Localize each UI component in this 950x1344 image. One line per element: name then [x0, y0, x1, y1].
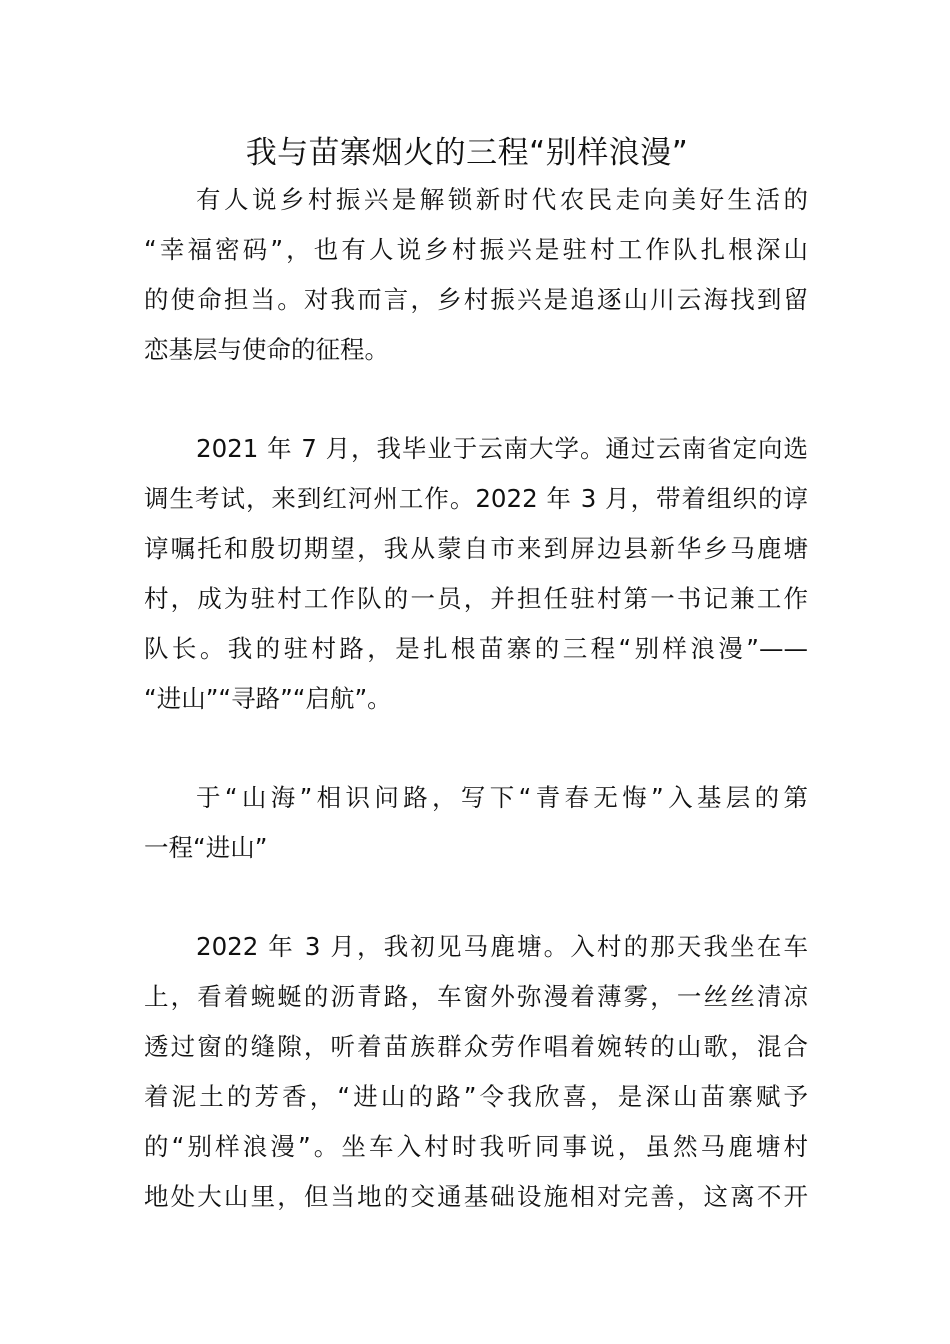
- paragraph-line: 着泥土的芳香，“进山的路”令我欣喜，是深山苗寨赋予: [144, 1082, 808, 1111]
- section-heading-line: 一程“进山”: [144, 833, 268, 862]
- paragraph-line: “幸福密码”，也有人说乡村振兴是驻村工作队扎根深山: [144, 235, 808, 264]
- paragraph-line: 2022 年 3 月，我初见马鹿塘。入村的那天我坐在车: [196, 932, 808, 961]
- paragraph-line: 的使命担当。对我而言，乡村振兴是追逐山川云海找到留: [144, 285, 808, 314]
- paragraph-line: 谆嘱托和殷切期望，我从蒙自市来到屏边县新华乡马鹿塘: [144, 534, 808, 563]
- paragraph-line: 地处大山里，但当地的交通基础设施相对完善，这离不开: [144, 1182, 808, 1211]
- paragraph-line: 恋基层与使命的征程。: [144, 335, 389, 364]
- paragraph-line: 村，成为驻村工作队的一员，并担任驻村第一书记兼工作: [144, 584, 808, 613]
- paragraph-line: 调生考试，来到红河州工作。2022 年 3 月，带着组织的谆: [144, 484, 808, 513]
- paragraph-line: 透过窗的缝隙，听着苗族群众劳作唱着婉转的山歌，混合: [144, 1032, 808, 1061]
- section-heading-line: 于“山海”相识问路，写下“青春无悔”入基层的第: [196, 783, 808, 812]
- paragraph-line: “进山”“寻路”“启航”。: [144, 684, 392, 713]
- paragraph-line: 2021 年 7 月，我毕业于云南大学。通过云南省定向选: [196, 434, 808, 463]
- document-title: 我与苗寨烟火的三程“别样浪漫”: [245, 135, 689, 171]
- paragraph-line: 的“别样浪漫”。坐车入村时我听同事说，虽然马鹿塘村: [144, 1132, 808, 1161]
- paragraph-line: 队长。我的驻村路，是扎根苗寨的三程“别样浪漫”——: [144, 634, 808, 663]
- paragraph-line: 有人说乡村振兴是解锁新时代农民走向美好生活的: [196, 185, 808, 214]
- paragraph-line: 上，看着蜿蜒的沥青路，车窗外弥漫着薄雾，一丝丝清凉: [144, 982, 808, 1011]
